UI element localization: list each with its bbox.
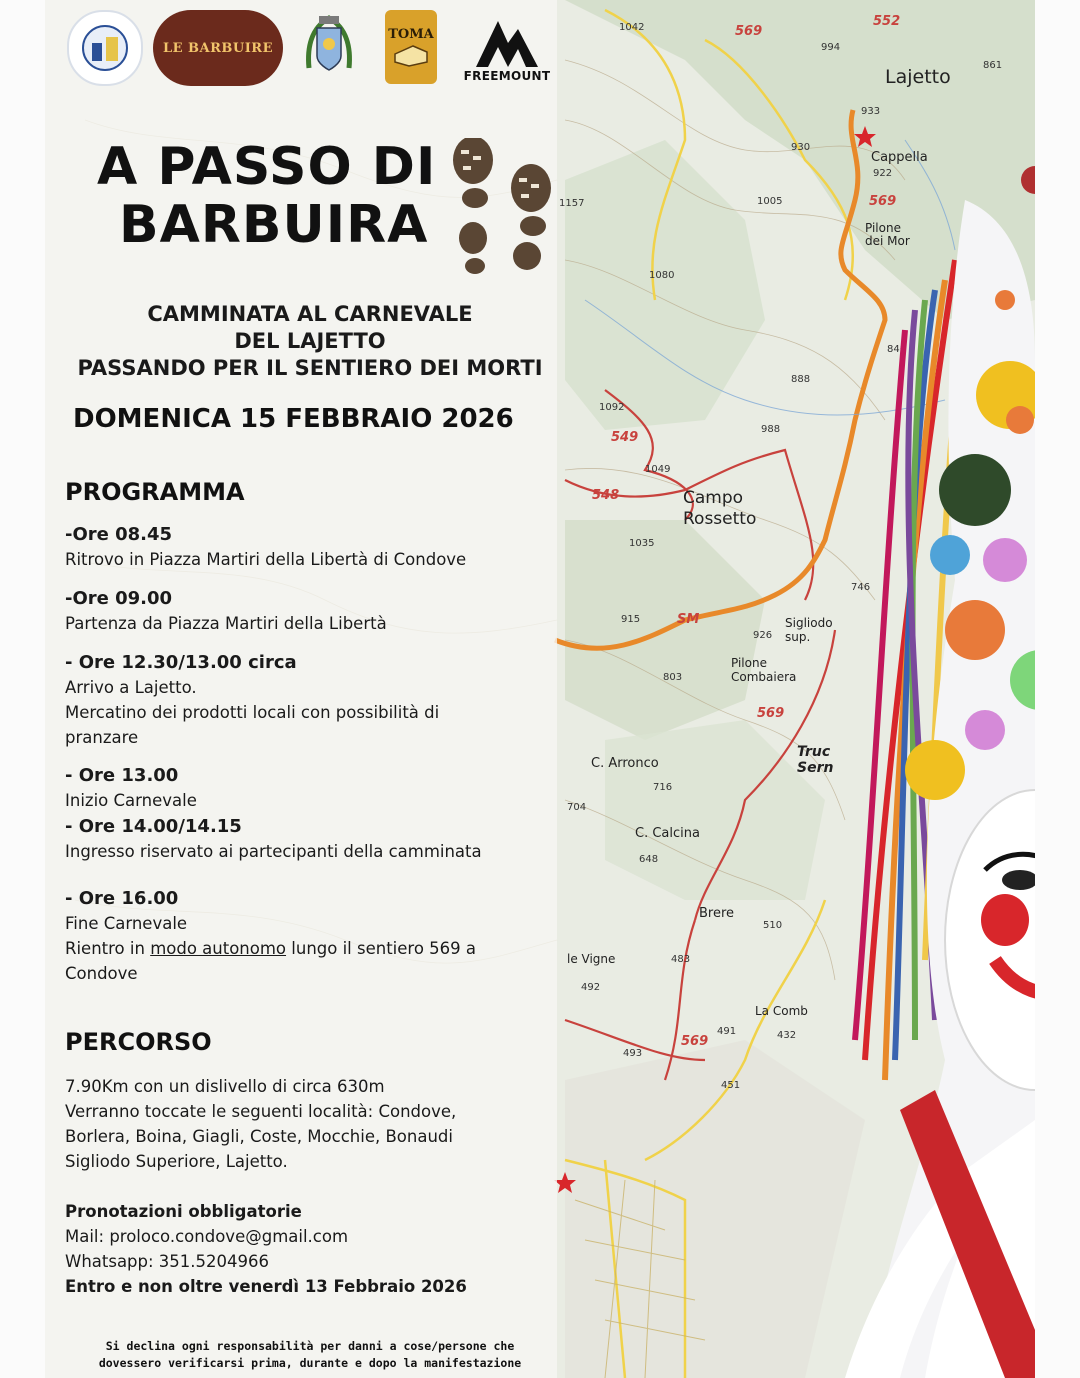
- event-title-line1: A PASSO DI: [97, 137, 437, 197]
- route-number: SM: [677, 612, 700, 627]
- elevation-label: 492: [581, 982, 601, 993]
- percorso-details: [65, 1074, 535, 1174]
- schedule-item: [65, 814, 535, 864]
- schedule-desc: Ritrovo in Piazza Martiri della Libertà di Condove: [65, 550, 467, 569]
- schedule-item: [65, 763, 535, 813]
- disclaimer-line: Si declina ogni responsabilità per danni a cose/persone che: [105, 1339, 515, 1353]
- disclaimer: [65, 1338, 555, 1372]
- map-label-line: Campo: [683, 488, 744, 508]
- map-label-la-comb: La Comb: [755, 1004, 808, 1018]
- map-label-line: Rossetto: [683, 509, 757, 529]
- schedule-time: -Ore 09.00: [65, 588, 173, 609]
- programma-heading: PROGRAMMA: [65, 478, 245, 506]
- route-number: 548: [592, 488, 620, 503]
- elevation-label: 994: [821, 42, 841, 53]
- subtitle-line: DEL LAJETTO: [234, 329, 386, 353]
- percorso-heading: PERCORSO: [65, 1028, 212, 1056]
- elevation-label: 491: [717, 1026, 737, 1037]
- schedule-time: - Ore 13.00: [65, 765, 179, 786]
- map-label-campo-rossetto: [683, 488, 756, 530]
- map-label-le-vigne: le Vigne: [567, 952, 616, 966]
- map-label-brere: Brere: [699, 906, 735, 921]
- map-label-line: Pilone: [865, 221, 901, 235]
- elevation-label: 1042: [619, 22, 645, 33]
- schedule-desc: Partenza da Piazza Martiri della Libertà: [65, 614, 387, 633]
- elevation-label: 922: [873, 168, 893, 179]
- elevation-label: 746: [851, 582, 871, 593]
- freemount-logo-text: FREEMOUNT: [463, 69, 551, 83]
- poster: [45, 0, 1035, 1378]
- freemount-logo: [465, 8, 549, 90]
- municipal-crest-icon: [301, 8, 357, 86]
- elevation-label: 451: [721, 1080, 741, 1091]
- map-label-line: dei Mor: [865, 234, 910, 248]
- elevation-label: 1035: [629, 538, 655, 549]
- elevation-label: 888: [791, 374, 811, 385]
- map-label-line: sup.: [785, 630, 811, 644]
- schedule-desc: Mercatino dei prodotti locali con possibilità di: [65, 703, 440, 722]
- toma-logo: [385, 10, 437, 84]
- toma-logo-text: TOMA: [388, 26, 434, 42]
- municipal-crest: [301, 8, 357, 86]
- rientro-pre: Rientro in: [65, 939, 151, 958]
- route-number: 549: [611, 430, 639, 445]
- schedule-time: - Ore 14.00/14.15: [65, 816, 242, 837]
- map-label-c-arronco: C. Arronco: [591, 756, 659, 771]
- map-label-line: Combaiera: [731, 670, 797, 684]
- le-barbuire-logo: [153, 10, 283, 86]
- elevation-label: 861: [983, 60, 1003, 71]
- subtitle-line: PASSANDO PER IL SENTIERO DEI MORTI: [77, 356, 543, 380]
- percorso-line: Sigliodo Superiore, Lajetto.: [65, 1152, 288, 1171]
- elevation-label: 432: [777, 1030, 797, 1041]
- schedule-item: [65, 886, 535, 986]
- rientro-last: Condove: [65, 964, 138, 983]
- association-logo-icon: [80, 23, 130, 73]
- map-label-pilone-combaiera: [731, 656, 796, 684]
- route-number: 569: [735, 24, 763, 39]
- booking-block: [65, 1199, 535, 1299]
- route-number: 569: [757, 706, 785, 721]
- event-date: DOMENICA 15 FEBBRAIO 2026: [73, 404, 514, 434]
- schedule-item: [65, 586, 535, 636]
- route-number: 569: [869, 194, 897, 209]
- elevation-label: 933: [861, 106, 881, 117]
- percorso-line: Verranno toccate le seguenti località: Condove,: [65, 1102, 457, 1121]
- schedule-desc: Arrivo a Lajetto.: [65, 678, 197, 697]
- schedule-item: [65, 650, 535, 750]
- schedule-desc: Inizio Carnevale: [65, 791, 197, 810]
- schedule-time: -Ore 08.45: [65, 524, 173, 545]
- elevation-label: 840: [887, 344, 907, 355]
- booking-mail[interactable]: Mail: proloco.condove@gmail.com: [65, 1227, 349, 1246]
- schedule-desc: Ingresso riservato ai partecipanti della camminata: [65, 842, 482, 861]
- elevation-label: 988: [761, 424, 781, 435]
- elevation-label: 648: [639, 854, 659, 865]
- elevation-label: 1005: [757, 196, 783, 207]
- cheese-icon: [393, 42, 429, 68]
- schedule-item: [65, 522, 535, 572]
- bootprint-icon: [449, 138, 559, 288]
- map-label-line: Pilone: [731, 656, 767, 670]
- elevation-label: 915: [621, 614, 641, 625]
- rientro-line: [65, 936, 535, 961]
- elevation-label: 930: [791, 142, 811, 153]
- map-label-line: Truc: [797, 744, 831, 760]
- booking-whatsapp[interactable]: Whatsapp: 351.5204966: [65, 1252, 270, 1271]
- elevation-label: 1049: [645, 464, 671, 475]
- elevation-label: 704: [567, 802, 587, 813]
- elevation-label: 926: [753, 630, 773, 641]
- le-barbuire-logo-text: LE BARBUIRE: [162, 40, 274, 56]
- association-logo: [67, 10, 143, 86]
- carnival-mask-figure: [805, 160, 1035, 1378]
- mountain-icon: [474, 15, 540, 69]
- disclaimer-line: dovessero verificarsi prima, durante e dopo la manifestazione: [98, 1356, 522, 1370]
- elevation-label: 716: [653, 782, 673, 793]
- percorso-line: Borlera, Boina, Giagli, Coste, Mocchie, Bonaudi: [65, 1127, 453, 1146]
- rientro-underlined: modo autonomo: [150, 939, 287, 958]
- map-label-line: Sern: [797, 760, 834, 776]
- elevation-label: 510: [763, 920, 783, 931]
- map-label-line: Sigliodo: [785, 616, 833, 630]
- route-number: 569: [681, 1034, 709, 1049]
- schedule-time: - Ore 16.00: [65, 888, 179, 909]
- event-title-line2: BARBUIRA: [119, 195, 429, 255]
- percorso-line: 7.90Km con un dislivello di circa 630m: [65, 1077, 385, 1096]
- booking-heading: Pronotazioni obbligatorie: [65, 1202, 302, 1221]
- rientro-post: lungo il sentiero 569 a: [286, 939, 477, 958]
- schedule-desc: pranzare: [65, 728, 139, 747]
- elevation-label: 483: [671, 954, 691, 965]
- elevation-label: 1092: [599, 402, 625, 413]
- schedule-time: - Ore 12.30/13.00 circa: [65, 652, 297, 673]
- event-title: [97, 138, 477, 254]
- booking-deadline: Entro e non oltre venerdì 13 Febbraio 2026: [65, 1277, 467, 1296]
- elevation-label: 1080: [649, 270, 675, 281]
- elevation-label: 803: [663, 672, 683, 683]
- subtitle-line: CAMMINATA AL CARNEVALE: [147, 302, 473, 326]
- elevation-label: 493: [623, 1048, 643, 1059]
- map-label-cappella: Cappella: [871, 150, 928, 165]
- map-label-c-calcina: C. Calcina: [635, 826, 700, 841]
- route-number: 552: [873, 14, 901, 29]
- schedule-desc: Fine Carnevale: [65, 914, 188, 933]
- elevation-label: 1157: [559, 198, 585, 209]
- map-label-lajetto: Lajetto: [885, 66, 951, 88]
